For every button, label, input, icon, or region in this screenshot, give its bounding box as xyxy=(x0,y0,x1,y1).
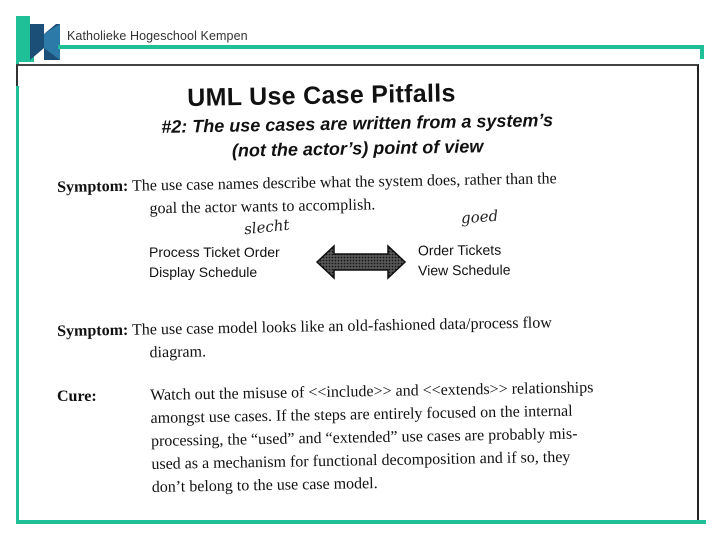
symptom-1-label: Symptom: xyxy=(57,177,129,196)
cure-line-2: amongst use cases. If the steps are entirely focused on the internal xyxy=(150,402,573,427)
subtitle-line-2: (not the actor’s) point of view xyxy=(231,136,484,161)
slide-subtitle xyxy=(97,107,618,166)
bad-example: Display Schedule xyxy=(149,264,258,280)
cure-text xyxy=(150,375,687,499)
symptom-2-label: Symptom: xyxy=(57,321,129,340)
symptom-2 xyxy=(57,311,552,366)
bad-examples xyxy=(149,242,280,282)
good-example: View Schedule xyxy=(418,261,511,279)
subtitle-line-1: #2: The use cases are written from a system’s xyxy=(161,110,554,137)
good-example: Order Tickets xyxy=(417,241,502,259)
header-rule xyxy=(58,45,704,49)
header-rule-end xyxy=(700,45,704,59)
cure-label: Cure: xyxy=(57,388,97,405)
khk-logo-icon xyxy=(16,16,62,62)
cure-line-4: used as a mechanism for functional decomposition and if so, they xyxy=(151,448,571,473)
symptom-1-line-2: goal the actor wants to accomplish. xyxy=(149,196,376,218)
cure-line-1: Watch out the misuse of <<include>> and <<extends>> relationships xyxy=(150,379,594,404)
bad-example: Process Ticket Order xyxy=(149,244,280,260)
cure-line-5: don’t belong to the use case model. xyxy=(151,475,378,496)
handwritten-bad: slecht xyxy=(243,215,291,239)
double-arrow-icon xyxy=(316,244,406,280)
symptom-2-line-1: The use case model looks like an old-fashioned data/process flow xyxy=(131,314,552,339)
handwritten-good: goed xyxy=(460,206,499,228)
footer-rule xyxy=(16,520,706,524)
symptom-2-line-2: diagram. xyxy=(149,343,207,362)
left-accent xyxy=(16,86,19,523)
symptom-1-line-1: The use case names describe what the system does, rather than the xyxy=(131,170,557,195)
cure-line-3: processing, the “used” and “extended” use cases are probably mis- xyxy=(150,425,578,450)
brand-name: Katholieke Hogeschool Kempen xyxy=(67,29,248,43)
slide-title: UML Use Case Pitfalls xyxy=(187,79,456,112)
good-examples xyxy=(418,240,511,281)
